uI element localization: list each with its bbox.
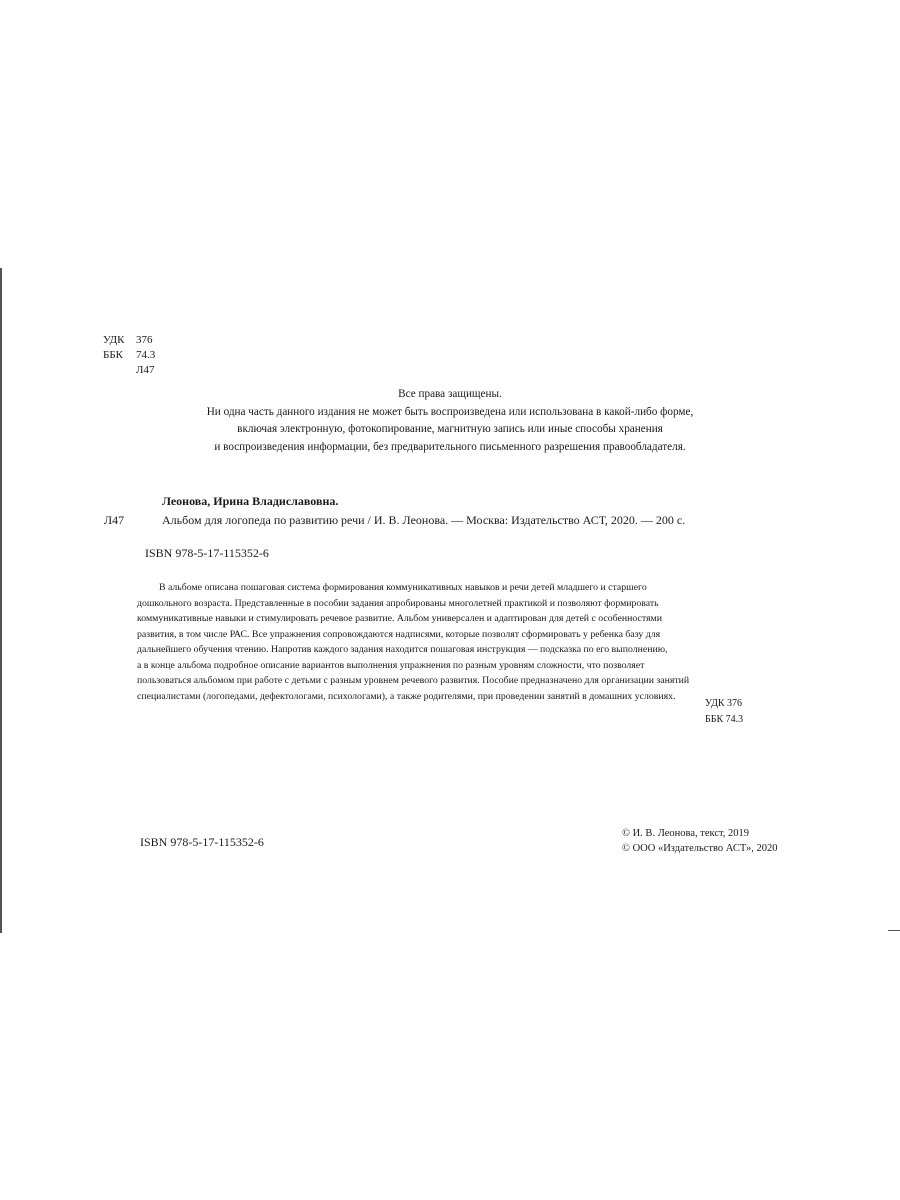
bbk-row [103,348,155,363]
author-name: Леонова, Ирина Владиславовна. [162,494,339,508]
right-page-edge-mark [888,930,900,931]
author-sign-row [103,363,155,378]
annotation-line: а в конце альбома подробное описание вариантов выполнения упражнения по разным уровням сложности, что позволяет [137,659,645,671]
annotation-bbk: ББК 74.3 [705,714,744,725]
udk-label: УДК [103,334,125,346]
bbk-label: ББК [103,349,123,361]
annotation-udk: УДК 376 [705,698,743,709]
annotation-codes [705,696,743,728]
annotation-line: развития, в том числе РАС. Все упражнения сопровождаются надписями, которые позволят сформировать у ребенка базу для [137,628,661,640]
copyright-block [622,826,778,856]
footer-isbn: ISBN 978-5-17-115352-6 [140,835,264,849]
rights-line-3: включая электронную, фотокопирование, магнитную запись или иные способы хранения [237,423,663,435]
annotation-line: дошкольного возраста. Представленные в пособии задания апробированы многолетней практикой и позволяют формировать [137,597,659,609]
bibliography-isbn: ISBN 978-5-17-115352-6 [145,546,269,560]
rights-line-1: Все права защищены. [398,388,502,400]
annotation-line: коммуникативные навыки и стимулировать речевое развитие. Альбом универсален и адаптирован для детей с особенностями [137,613,662,624]
copyright-line-2: © ООО «Издательство АСТ», 2020 [622,843,778,854]
annotation-line: В альбоме описана пошаговая система формирования коммуникативных навыков и речи детей младшего и старшего [159,582,647,593]
annotation-line: специалистами (логопедами, дефектологами, психологами), а также родителями, при проведении занятий в домашних условиях. [137,690,676,702]
copyright-line-1: © И. В. Леонова, текст, 2019 [622,828,750,839]
bbk-value: 74.3 [136,349,156,361]
left-page-edge [0,268,2,933]
annotation-text [137,580,763,704]
rights-line-4: и воспроизведения информации, без предварительного письменного разрешения правообладателя. [214,440,686,453]
author-sign: Л47 [136,364,155,376]
udk-row [103,333,155,348]
rights-line-2: Ни одна часть данного издания не может быть воспроизведена или использована в какой-либо форме, [206,405,694,418]
rights-notice [150,386,750,456]
annotation-line: дальнейшего обучения чтению. Напротив каждого задания находится пошаговая инструкция — подсказка по его выполнению, [137,644,668,655]
bibliography-title: Альбом для логопеда по развитию речи / И. В. Леонова. — Москва: Издательство АСТ, 2020. — 200 с. [162,513,686,527]
annotation-line: пользоваться альбомом при работе с детьми с разным уровнем речевого развития. Пособие предназначено для организации занятий [137,675,690,686]
bibliography-author-sign: Л47 [104,513,125,527]
classification-block [103,333,155,378]
udk-value: 376 [136,334,153,346]
